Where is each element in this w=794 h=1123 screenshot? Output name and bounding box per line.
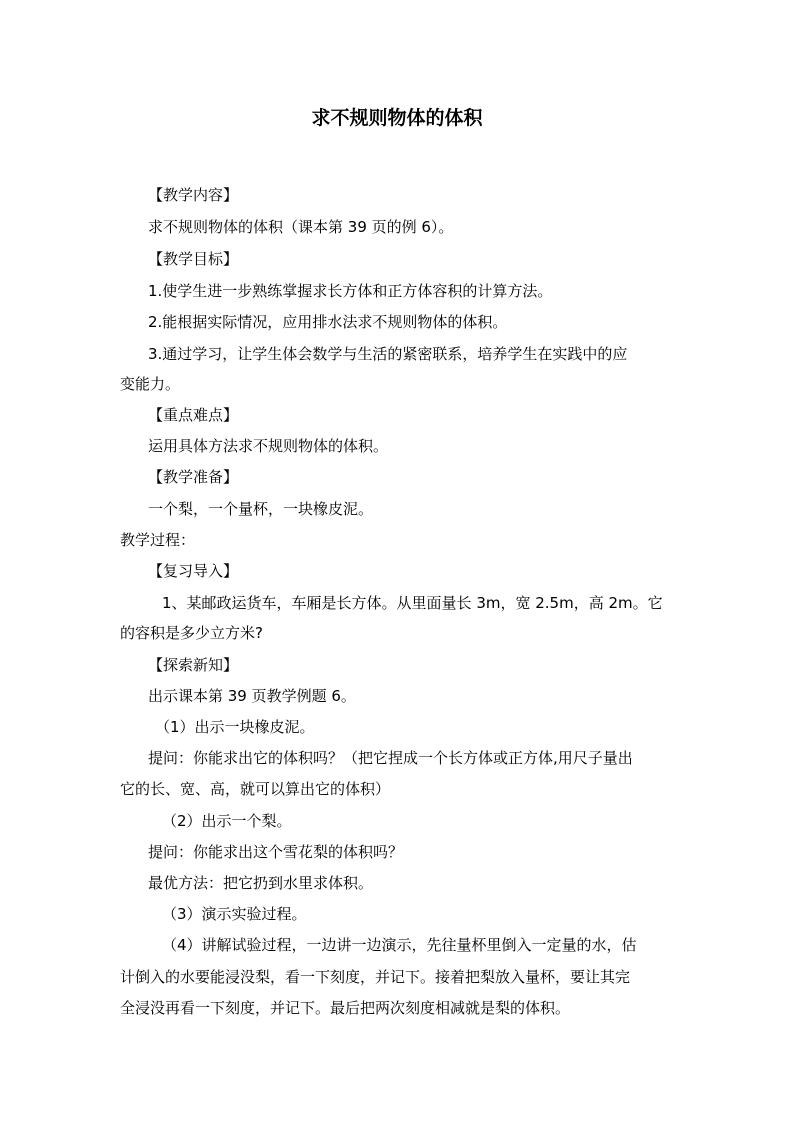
page-title: 求不规则物体的体积 [311,107,483,129]
paragraph-line: 出示课本第 39 页教学例题 6。 [148,687,356,705]
paragraph-line: 最优方法：把它扔到水里求体积。 [148,874,374,892]
paragraph-line: 的容积是多少立方米? [120,624,263,642]
paragraph-line: 全浸没再看一下刻度，并记下。最后把两次刻度相减就是梨的体积。 [120,999,571,1017]
paragraph-line: 计倒入的水要能浸没梨，看一下刻度，并记下。接着把梨放入量杯，要让其完 [120,968,631,986]
section-heading-teaching-content: 【教学内容】 [148,186,239,204]
paragraph-line: 2.能根据实际情况，应用排水法求不规则物体的体积。 [148,313,508,331]
paragraph-line: 提问：你能求出它的体积吗？（把它捏成一个长方体或正方体,用尺子量出 [148,749,633,767]
paragraph-line: 教学过程： [120,531,196,549]
paragraph-line: 3.通过学习，让学生体会数学与生活的紧密联系，培养学生在实践中的应 [148,345,628,363]
paragraph-line: 1.使学生进一步熟练掌握求长方体和正方体容积的计算方法。 [148,282,553,300]
paragraph-line: （4）讲解试验过程，一边讲一边演示，先往量杯里倒入一定量的水，估 [162,936,637,954]
paragraph-line: 变能力。 [120,375,181,393]
paragraph-line: （2）出示一个梨。 [162,812,292,830]
paragraph-line: （3）演示实验过程。 [162,905,307,923]
paragraph-line: 一个梨，一个量杯，一块橡皮泥。 [148,500,374,518]
paragraph-line: 求不规则物体的体积（课本第 39 页的例 6）。 [148,218,454,236]
paragraph-line: 提问：你能求出这个雪花梨的体积吗？ [148,843,404,861]
section-heading-teaching-goals: 【教学目标】 [148,250,239,268]
section-heading-review: 【复习导入】 [148,562,239,580]
paragraph-line: （1）出示一块橡皮泥。 [155,718,315,736]
paragraph-line: 它的长、宽、高，就可以算出它的体积） [120,780,391,798]
section-heading-explore: 【探索新知】 [148,656,239,674]
paragraph-line: 1、某邮政运货车，车厢是长方体。从里面量长 3m，宽 2.5m，高 2m。它 [162,594,663,612]
section-heading-key-points: 【重点难点】 [148,406,239,424]
paragraph-line: 运用具体方法求不规则物体的体积。 [148,437,389,455]
section-heading-preparation: 【教学准备】 [148,468,239,486]
